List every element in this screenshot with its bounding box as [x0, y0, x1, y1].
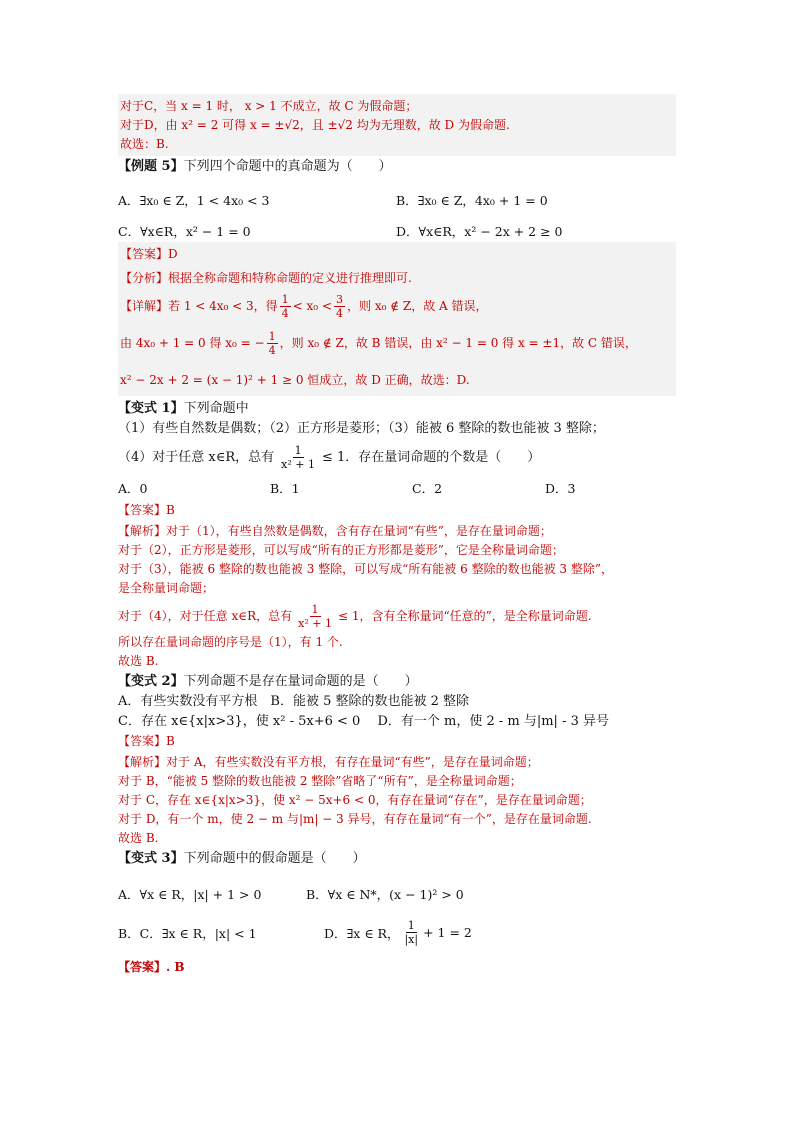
- variant-1-question: 【变式 1】下列命题中: [118, 401, 249, 416]
- option-d: D．∀x∈R，x² − 2x + 2 ≥ 0: [396, 224, 563, 239]
- example-5-options-row: [118, 222, 676, 240]
- variant-tag: 【变式 2】: [118, 674, 184, 689]
- variant-tag: 【变式 1】: [118, 401, 184, 416]
- option-c: C．2: [412, 481, 443, 496]
- explanation-line: 对于（2），正方形是菱形，可以写成“所有的正方形都是菱形”，它是全称量词命题；: [118, 543, 564, 557]
- option-b: B．∃x₀ ∈ Z，4x₀ + 1 = 0: [396, 193, 548, 208]
- option-c: B．C．∃x ∈ R，|x| < 1: [118, 925, 257, 941]
- explanation-line: 【解析】对于 A，有些实数没有平方根，有存在量词“有些”，是存在量词命题；: [118, 755, 539, 769]
- option-a: A．0: [118, 481, 148, 496]
- variant-3-question: 【变式 3】下列命题中的假命题是（ ）: [118, 851, 366, 866]
- explanation-line: 所以存在量词命题的序号是（1），有 1 个.: [118, 635, 343, 649]
- answer-line: 【答案】. B: [118, 960, 185, 974]
- fraction: $\frac{1}{\text{x² + 1}}$: [281, 444, 315, 471]
- answer-line: 【答案】B: [118, 734, 175, 748]
- variant-2-question: 【变式 2】下列命题不是存在量词命题的是（ ）: [118, 674, 418, 689]
- previous-solution-box: [118, 94, 676, 156]
- solution-line: 故选：B.: [120, 137, 169, 151]
- detail-line: x² − 2x + 2 = (x − 1)² + 1 ≥ 0 恒成立，故 D 正确，故选：D.: [120, 373, 470, 387]
- answer-line: 【答案】B: [118, 503, 175, 517]
- analysis-line: 【分析】根据全称命题和特称命题的定义进行推理即可.: [120, 271, 412, 285]
- option-d: D．3: [545, 481, 576, 496]
- variant-3-options-row: [118, 885, 676, 903]
- fraction: $\frac{1}{4}$: [268, 330, 276, 357]
- explanation-line: 故选 B.: [118, 831, 159, 845]
- example-5-solution-box: [118, 242, 676, 396]
- variant-1-solution: [118, 501, 676, 671]
- variant-3-options-row: [118, 919, 676, 946]
- option-c: C．∀x∈R，x² − 1 = 0: [118, 224, 251, 239]
- option-b: B．1: [270, 481, 300, 496]
- variant-2-options-line: A．有些实数没有平方根 B．能被 5 整除的数也能被 2 整除: [118, 694, 470, 709]
- variant-2-options-line: C．存在 x∈{x|x>3}，使 x² - 5x+6 < 0 D．有一个 m，使 2 - m 与|m| - 3 异号: [118, 714, 609, 729]
- explanation-line: 对于 B，“能被 5 整除的数也能被 2 整除”省略了“所有”，是全称量词命题；: [118, 774, 522, 788]
- variant-tag: 【变式 3】: [118, 851, 184, 866]
- variant-1-question-line: （1）有些自然数是偶数；（2）正方形是菱形；（3）能被 6 整除的数也能被 3 整除；: [118, 421, 605, 436]
- fraction: $\frac{1}{|x|}$: [404, 919, 419, 946]
- option-a: A．∃x₀ ∈ Z，1 < 4x₀ < 3: [118, 193, 270, 208]
- fraction: $\frac{3}{4}$: [336, 293, 343, 320]
- variant-2-solution: [118, 732, 676, 848]
- fraction: $\frac{1}{\text{x² + 1}}$: [298, 603, 332, 630]
- example-5-options-row: [118, 191, 676, 209]
- explanation-line: 对于（3），能被 6 整除的数也能被 3 整除，可以写成“所有能被 6 整除的数也能被 3 整除”，: [118, 562, 613, 576]
- explanation-line: 对于 D，有一个 m，使 2 − m 与|m| − 3 异号，有存在量词“有一个”，是存在量词命题.: [118, 812, 592, 826]
- explanation-line: 【解析】对于（1），有些自然数是偶数，含有存在量词“有些”，是存在量词命题；: [118, 524, 552, 538]
- answer-line: 【答案】D: [120, 247, 178, 261]
- document-page: [118, 94, 676, 977]
- detail-line: 【详解】若 1 < 4x₀ < 3，得 $\frac{1}{4}$ < x₀ < $\frac{3}{4}$ ，则 x₀ ∉ Z，故 A 错误，: [120, 293, 488, 320]
- example-tag: 【例题 5】: [118, 159, 184, 174]
- explanation-line: 对于 C，存在 x∈{x|x>3}，使 x² − 5x+6 < 0，有存在量词“存在”，是存在量词命题；: [118, 793, 592, 807]
- fraction: $\frac{1}{4}$: [281, 293, 289, 320]
- option-d: D．∃x ∈ R， $\frac{1}{|x|}$ + 1 = 2: [324, 919, 472, 946]
- detail-line: 由 4x₀ + 1 = 0 得 x₀ = − $\frac{1}{4}$ ，则 x₀ ∉ Z，故 B 错误，由 x² − 1 = 0 得 x = ±1，故 C 错误，: [120, 330, 637, 357]
- variant-1-options-row: [118, 479, 676, 497]
- explanation-line: 对于（4），对于任意 x∈R，总有 $\frac{1}{\text{x² + 1}}$ ≤ 1，含有全称量词“任意的”，是全称量词命题.: [118, 603, 592, 630]
- variant-1-question-line: （4）对于任意 x∈R，总有 $\frac{1}{\text{x² + 1}}$ ≤ 1．存在量词命题的个数是（ ）: [118, 444, 541, 471]
- solution-line: 对于D，由 x² = 2 可得 x = ±√2，且 ±√2 均为无理数，故 D 为假命题.: [120, 118, 510, 132]
- example-5-question: 【例题 5】下列四个命题中的真命题为（ ）: [118, 159, 392, 174]
- option-a: A．∀x ∈ R，|x| + 1 > 0: [118, 887, 262, 902]
- option-b: B．∀x ∈ N*，(x − 1)² > 0: [306, 887, 464, 902]
- explanation-line: 故选 B.: [118, 654, 159, 668]
- solution-line: 对于C，当 x = 1 时， x > 1 不成立，故 C 为假命题；: [120, 99, 418, 113]
- explanation-line: 是全称量词命题；: [118, 581, 215, 595]
